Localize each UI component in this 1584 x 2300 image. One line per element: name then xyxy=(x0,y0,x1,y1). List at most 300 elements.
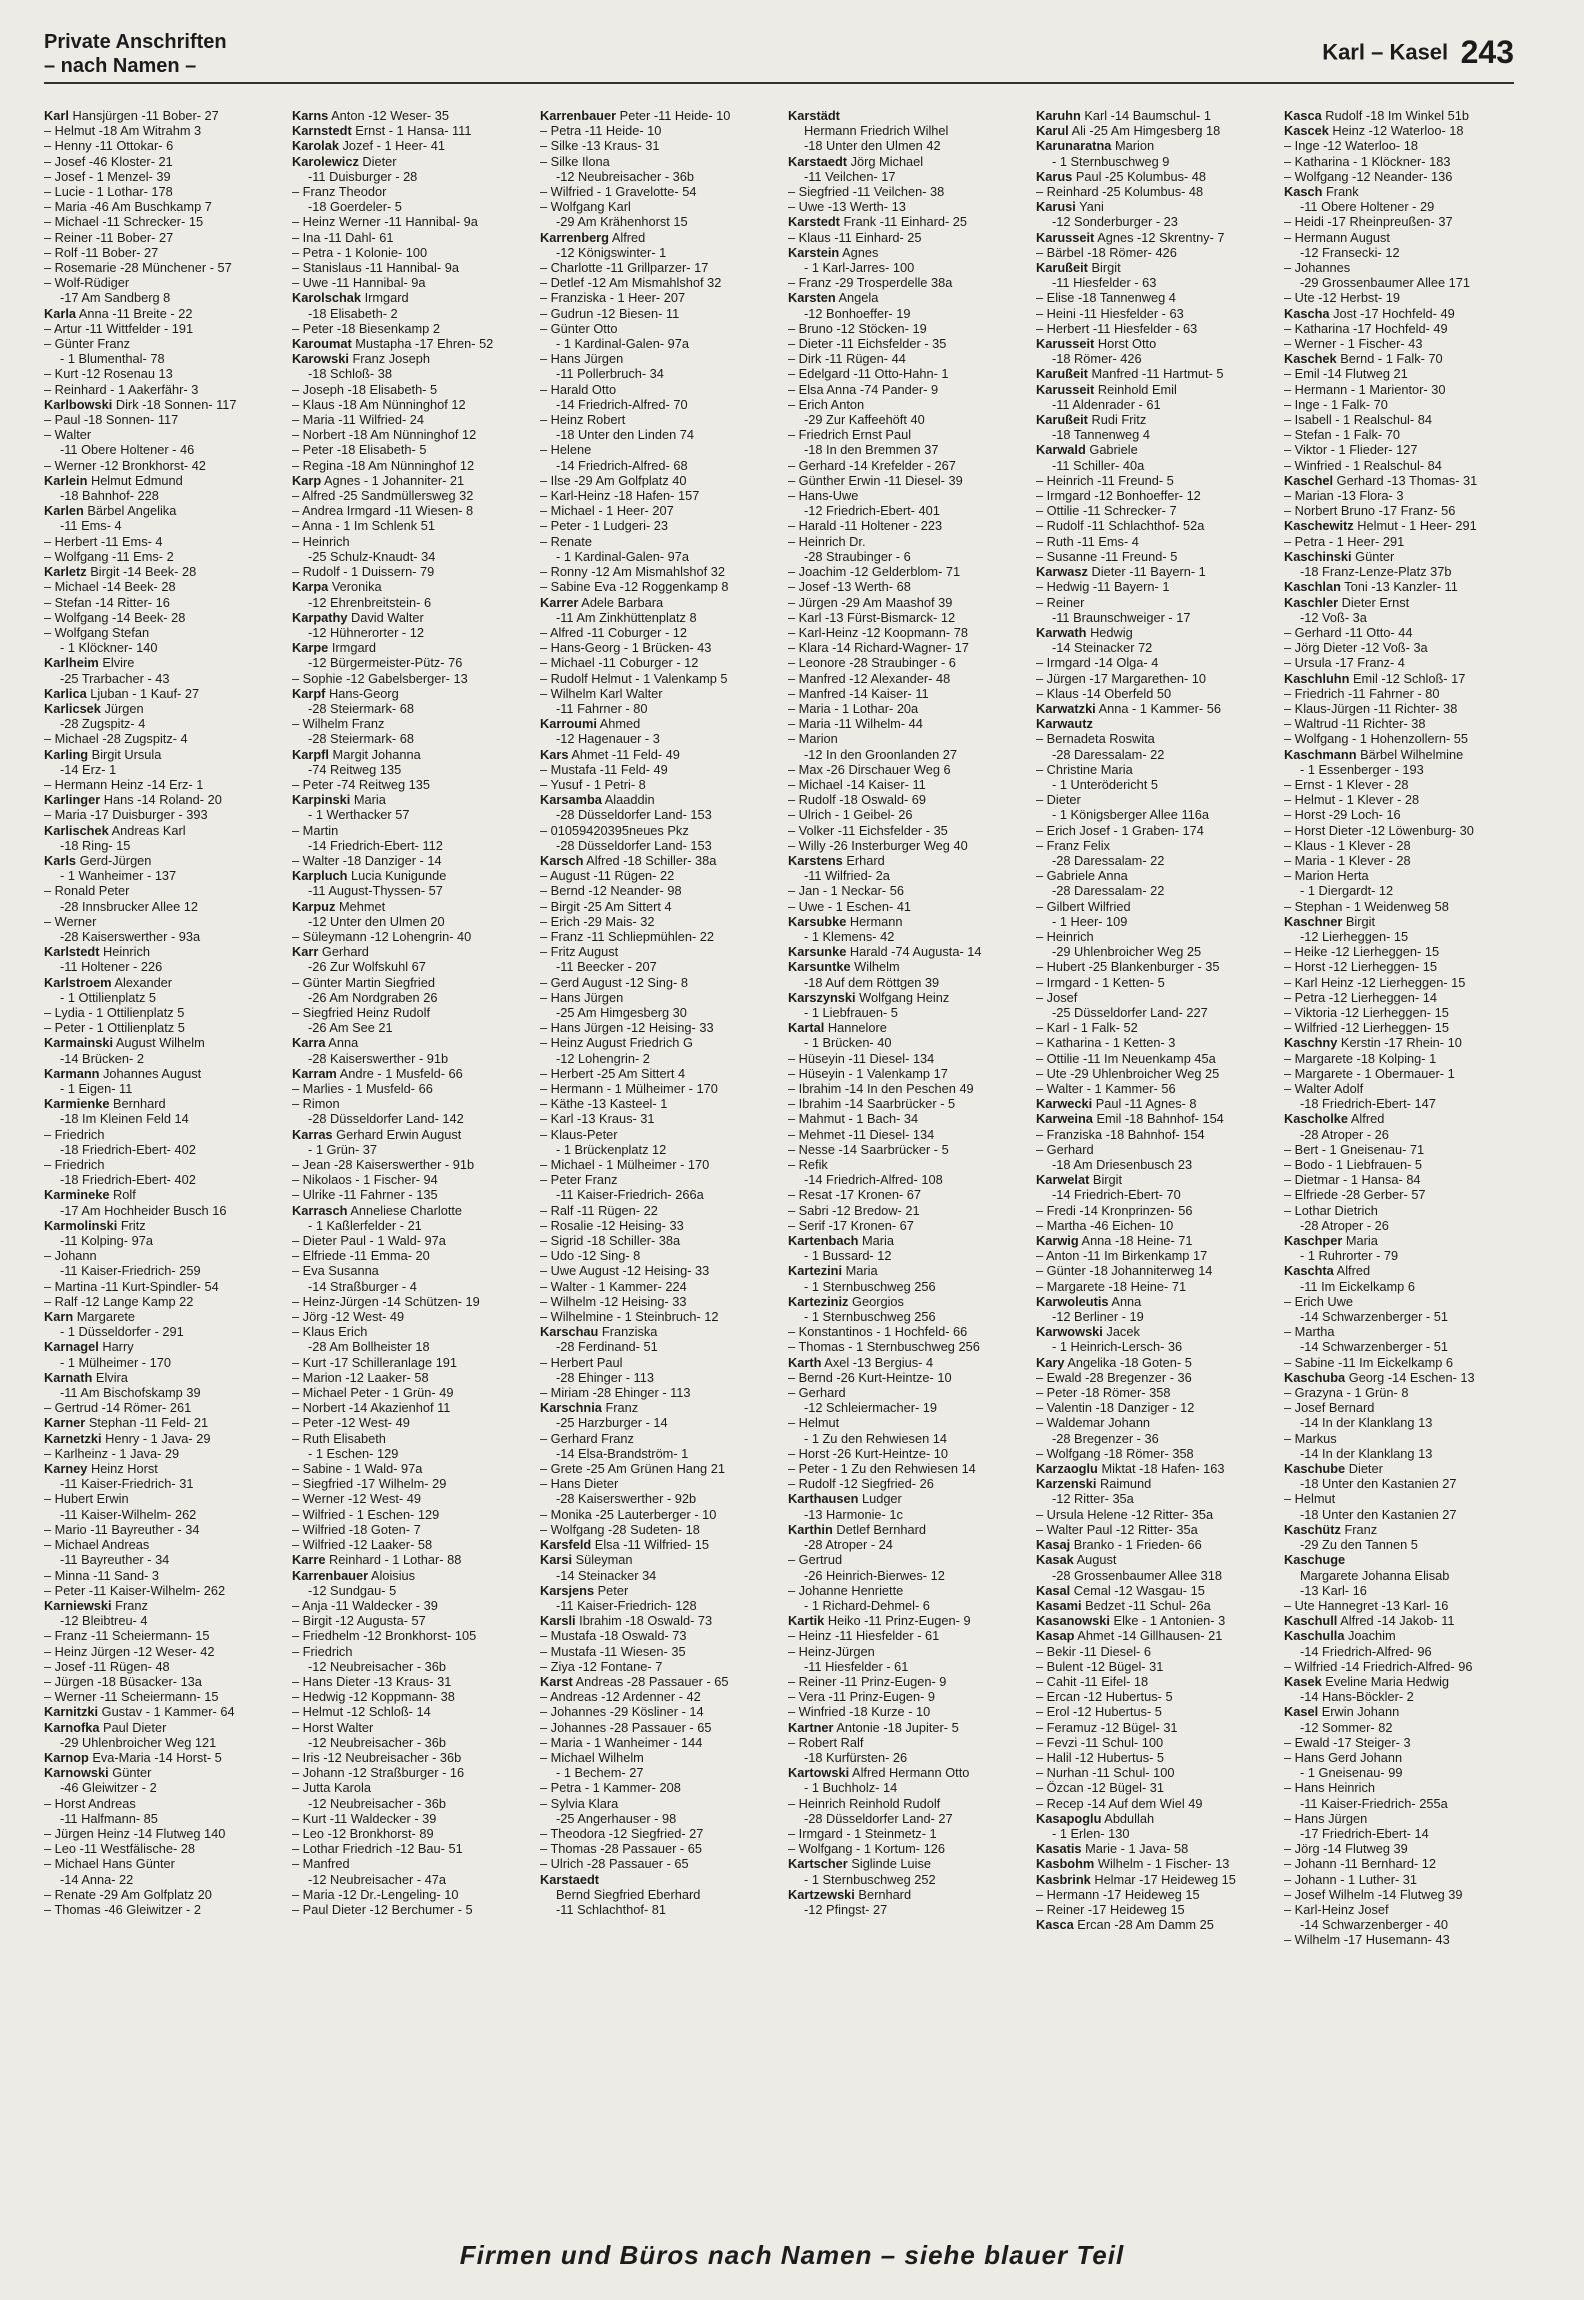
entry-text: – Jörg -12 West- 49 xyxy=(292,1309,405,1325)
directory-entry xyxy=(292,1887,522,1902)
entry-text: Hans-Georg xyxy=(328,685,399,701)
directory-entry xyxy=(540,990,770,1005)
directory-entry xyxy=(1284,731,1514,746)
directory-entry xyxy=(1036,1263,1266,1278)
directory-entry xyxy=(1284,336,1514,351)
directory-entry xyxy=(292,914,522,929)
directory-entry xyxy=(1284,154,1514,169)
entry-text: Stephan -11 Feld- 21 xyxy=(88,1415,209,1431)
directory-entry xyxy=(1036,1613,1266,1628)
entry-text: -26 Heinrich-Bierwes- 12 xyxy=(804,1567,945,1583)
directory-entry xyxy=(788,1841,1018,1856)
entry-text: Antonie -18 Jupiter- 5 xyxy=(836,1719,959,1735)
directory-entry xyxy=(292,1476,522,1491)
directory-entry xyxy=(1036,914,1266,929)
directory-entry xyxy=(292,762,522,777)
entry-text: - 1 Blumenthal- 78 xyxy=(60,351,165,367)
entry-text: – Ibrahim -14 In den Peschen 49 xyxy=(788,1081,974,1096)
entry-text: -11 Veilchen- 17 xyxy=(804,168,896,184)
surname: Karolschak xyxy=(292,290,361,306)
entry-text: -12 Ritter- 35a xyxy=(1052,1491,1134,1507)
directory-entry xyxy=(540,1841,770,1856)
entry-text: -11 Halfmann- 85 xyxy=(60,1810,158,1826)
directory-entry xyxy=(788,914,1018,929)
directory-entry xyxy=(44,1142,274,1157)
directory-entry xyxy=(540,1644,770,1659)
directory-entry xyxy=(44,1400,274,1415)
directory-entry xyxy=(788,1051,1018,1066)
directory-entry xyxy=(540,397,770,412)
entry-text: – Thomas - 1 Sternbuschweg 256 xyxy=(788,1339,980,1355)
entry-text: – Leo -12 Bronkhorst- 89 xyxy=(292,1825,434,1841)
directory-entry xyxy=(44,1431,274,1446)
directory-entry xyxy=(1284,1780,1514,1795)
directory-entry xyxy=(788,929,1018,944)
directory-entry xyxy=(292,1856,522,1871)
directory-entry xyxy=(540,169,770,184)
entry-text: – August -11 Rügen- 22 xyxy=(540,868,675,884)
entry-text: – Stefan -14 Ritter- 16 xyxy=(44,594,170,610)
entry-text: -11 Schiller- 40a xyxy=(1052,457,1145,473)
directory-entry xyxy=(1284,1431,1514,1446)
entry-text: – Johann -11 Bernhard- 12 xyxy=(1284,1856,1437,1872)
entry-text: Jozef - 1 Heer- 41 xyxy=(342,138,445,154)
directory-entry xyxy=(292,1704,522,1719)
entry-text: – Hans Dieter xyxy=(540,1476,619,1492)
directory-entry xyxy=(44,123,274,138)
entry-text: – Michael Hans Günter xyxy=(44,1856,175,1872)
surname: Karpa xyxy=(292,579,329,595)
directory-entry xyxy=(788,610,1018,625)
entry-text: Harry xyxy=(102,1339,134,1355)
entry-text: – Bert - 1 Gneisenau- 71 xyxy=(1284,1141,1425,1157)
directory-entry xyxy=(540,625,770,640)
directory-entry xyxy=(1284,230,1514,245)
surname: Karram xyxy=(292,1065,337,1081)
entry-text: – Hans Dieter -13 Kraus- 31 xyxy=(292,1673,452,1689)
entry-text: – Johann - 1 Luther- 31 xyxy=(1284,1871,1418,1887)
surname: Karp xyxy=(292,472,322,488)
directory-entry xyxy=(540,351,770,366)
directory-entry xyxy=(44,838,274,853)
entry-text: Günter xyxy=(1355,548,1395,564)
directory-entry xyxy=(540,1294,770,1309)
entry-text: – Margarete -18 Heine- 71 xyxy=(1036,1278,1187,1294)
entry-text: – Karl Heinz -12 Lierheggen- 15 xyxy=(1284,974,1466,990)
directory-entry xyxy=(540,1598,770,1613)
surname: Karnop xyxy=(44,1749,89,1765)
entry-text: - 1 Mülheimer - 170 xyxy=(60,1354,171,1370)
directory-entry xyxy=(44,959,274,974)
entry-text: – Maria -12 Dr.-Lengeling- 10 xyxy=(292,1886,459,1902)
directory-entry xyxy=(44,1887,274,1902)
entry-text: – Michael - 1 Mülheimer - 170 xyxy=(540,1157,710,1173)
directory-entry xyxy=(540,1324,770,1339)
entry-text: – Wilhelm -17 Husemann- 43 xyxy=(1284,1932,1450,1948)
directory-entry xyxy=(292,260,522,275)
surname: Karthausen xyxy=(788,1491,859,1507)
directory-entry xyxy=(44,686,274,701)
directory-entry xyxy=(1284,807,1514,822)
directory-entry xyxy=(788,351,1018,366)
directory-entry xyxy=(1284,1157,1514,1172)
surname: Karschau xyxy=(540,1324,599,1340)
entry-text: – Hubert -25 Blankenburger - 35 xyxy=(1036,959,1220,975)
entry-text: – Marian -13 Flora- 3 xyxy=(1284,488,1404,504)
entry-text: Horst Otto xyxy=(1097,336,1157,352)
entry-text: – Anton -11 Im Birkenkamp 17 xyxy=(1036,1248,1208,1264)
directory-entry xyxy=(788,1644,1018,1659)
entry-text: – Dieter -11 Eichsfelder - 35 xyxy=(788,336,947,352)
entry-text: – Rolf -11 Bober- 27 xyxy=(44,244,159,260)
directory-entry xyxy=(292,1081,522,1096)
directory-entry xyxy=(1284,1400,1514,1415)
entry-text: – Norbert Bruno -17 Franz- 56 xyxy=(1284,503,1456,519)
surname: Karlbowski xyxy=(44,396,113,412)
entry-text: Reinhold Emil xyxy=(1097,381,1177,397)
entry-text: – Birgit -25 Am Sittert 4 xyxy=(540,898,672,914)
directory-entry xyxy=(44,716,274,731)
entry-text: – Christine Maria xyxy=(1036,761,1133,777)
directory-entry xyxy=(292,549,522,564)
entry-text: – Valentin -18 Danziger - 12 xyxy=(1036,1400,1195,1416)
entry-text: -28 Düsseldorfer Land- 27 xyxy=(804,1810,953,1826)
entry-text: – Harald -11 Holtener - 223 xyxy=(788,518,943,534)
entry-text: – Edelgard -11 Otto-Hahn- 1 xyxy=(788,366,949,382)
directory-entry xyxy=(1284,1568,1514,1583)
entry-text: - 1 Buchholz- 14 xyxy=(804,1780,898,1796)
directory-entry xyxy=(1036,1826,1266,1841)
surname: Karsi xyxy=(540,1552,573,1568)
entry-text: – Winfried - 1 Realschul- 84 xyxy=(1284,457,1442,473)
directory-entry xyxy=(540,1370,770,1385)
entry-text: Axel -13 Bergius- 4 xyxy=(824,1354,934,1370)
directory-entry xyxy=(1036,442,1266,457)
directory-entry xyxy=(788,1476,1018,1491)
entry-text: – Walter xyxy=(44,427,92,443)
entry-text: -11 Kaiser-Friedrich- 255a xyxy=(1300,1795,1448,1811)
entry-text: – Ibrahim -14 Saarbrücker - 5 xyxy=(788,1096,956,1112)
entry-text: – Mahmut - 1 Bach- 34 xyxy=(788,1111,919,1127)
directory-entry xyxy=(540,959,770,974)
surname: Karpathy xyxy=(292,609,348,625)
entry-text: Paul Dieter xyxy=(103,1719,167,1735)
directory-entry xyxy=(1284,518,1514,533)
entry-text: Alfred -14 Jakob- 11 xyxy=(1340,1613,1455,1629)
entry-text: – Ronny -12 Am Mismahlshof 32 xyxy=(540,564,725,580)
directory-entry xyxy=(44,868,274,883)
entry-text: – Karl-Heinz Josef xyxy=(1284,1901,1389,1917)
surname: Kartowski xyxy=(788,1765,850,1781)
entry-text: – Dirk -11 Rügen- 44 xyxy=(788,351,906,367)
entry-text: Gerd-Jürgen xyxy=(79,852,152,868)
directory-entry xyxy=(44,321,274,336)
entry-text: – Josef - 1 Menzel- 39 xyxy=(44,168,171,184)
directory-entry xyxy=(292,1020,522,1035)
entry-text: David Walter xyxy=(351,609,424,625)
entry-text: – Wolfgang -28 Sudeten- 18 xyxy=(540,1521,700,1537)
entry-text: -12 Neubreisacher - 36b xyxy=(308,1734,446,1750)
directory-entry xyxy=(788,534,1018,549)
entry-text: – Hans Jürgen -12 Heising- 33 xyxy=(540,1020,714,1036)
directory-entry xyxy=(44,929,274,944)
entry-text: – Elise -18 Tannenweg 4 xyxy=(1036,290,1176,306)
entry-text: Lucia Kunigunde xyxy=(351,868,447,884)
entry-text: – Walter - 1 Kammer- 224 xyxy=(540,1278,687,1294)
directory-entry xyxy=(788,1324,1018,1339)
directory-entry xyxy=(788,792,1018,807)
directory-entry xyxy=(44,1628,274,1643)
surname: Karstens xyxy=(788,852,843,868)
directory-entry xyxy=(1284,245,1514,260)
directory-entry xyxy=(1284,1856,1514,1871)
entry-text: -11 Schlachthof- 81 xyxy=(556,1901,667,1917)
entry-text: – Theodora -12 Siegfried- 27 xyxy=(540,1825,704,1841)
entry-text: – Wilfried -18 Goten- 7 xyxy=(292,1521,421,1537)
entry-text: – Werner -12 West- 49 xyxy=(292,1491,421,1507)
entry-text: – Fritz August xyxy=(540,944,619,960)
entry-text: – Bernd -26 Kurt-Heintze- 10 xyxy=(788,1369,952,1385)
entry-text: – Isabell - 1 Realschul- 84 xyxy=(1284,412,1432,428)
directory-entry xyxy=(1036,518,1266,533)
directory-entry xyxy=(540,275,770,290)
surname: Karwelat xyxy=(1036,1172,1090,1188)
entry-text: Hannelore xyxy=(827,1020,887,1036)
entry-text: Heiko -11 Prinz-Eugen- 9 xyxy=(827,1613,971,1629)
directory-entry xyxy=(292,959,522,974)
entry-text: – Ruth -11 Ems- 4 xyxy=(1036,533,1139,549)
directory-entry xyxy=(788,230,1018,245)
entry-text: Ljuban - 1 Kauf- 27 xyxy=(90,685,200,701)
entry-text: Agnes -12 Skrentny- 7 xyxy=(1097,229,1225,245)
entry-text: - 1 Königsberger Allee 116a xyxy=(1052,807,1209,823)
entry-text: – Franz Felix xyxy=(1036,837,1110,853)
entry-text: Bärbel Wilhelmine xyxy=(1360,746,1464,762)
entry-text: – Wolfgang -11 Ems- 2 xyxy=(44,548,174,564)
entry-text: Franz xyxy=(605,1400,639,1416)
entry-text: Georgios xyxy=(852,1293,904,1309)
entry-text: Siglinde Luise xyxy=(851,1856,931,1872)
directory-entry xyxy=(44,701,274,716)
entry-text: -18 Römer- 426 xyxy=(1052,351,1142,367)
entry-text: – Lydia - 1 Ottilienplatz 5 xyxy=(44,1004,185,1020)
entry-text: -28 Düsseldorfer Land- 153 xyxy=(556,837,712,853)
entry-text: – Klara -14 Richard-Wagner- 17 xyxy=(788,640,969,656)
directory-entry xyxy=(540,1811,770,1826)
directory-entry xyxy=(540,1279,770,1294)
directory-entry xyxy=(1036,366,1266,381)
directory-entry xyxy=(1036,1552,1266,1567)
surname: Kasaj xyxy=(1036,1537,1071,1553)
directory-entry xyxy=(1036,1370,1266,1385)
entry-text: – Heinz Robert xyxy=(540,412,626,428)
surname: Karusseit xyxy=(1036,336,1095,352)
directory-entry xyxy=(788,138,1018,153)
entry-text: Johannes August xyxy=(103,1065,202,1081)
directory-entry xyxy=(44,747,274,762)
directory-entry xyxy=(788,579,1018,594)
directory-entry xyxy=(1284,290,1514,305)
directory-entry xyxy=(1036,731,1266,746)
directory-entry xyxy=(1036,1339,1266,1354)
directory-entry xyxy=(44,1644,274,1659)
directory-entry xyxy=(44,777,274,792)
directory-entry xyxy=(292,1826,522,1841)
directory-entry xyxy=(44,427,274,442)
entry-text: – Halil -12 Hubertus- 5 xyxy=(1036,1749,1165,1765)
entry-text: -28 Innsbrucker Allee 12 xyxy=(60,898,199,914)
entry-text: -14 Friedrich-Alfred- 96 xyxy=(1300,1643,1432,1659)
directory-entry xyxy=(788,807,1018,822)
entry-text: - 1 Klöckner- 140 xyxy=(60,640,158,656)
entry-text: – Bärbel -18 Römer- 426 xyxy=(1036,244,1177,260)
entry-text: – Elsa Anna -74 Pander- 9 xyxy=(788,381,939,397)
entry-text: – Marion -12 Laaker- 58 xyxy=(292,1369,429,1385)
entry-text: – Vera -11 Prinz-Eugen- 9 xyxy=(788,1689,936,1705)
directory-entry xyxy=(292,899,522,914)
entry-text: Heinz -12 Waterloo- 18 xyxy=(1332,123,1464,139)
directory-entry xyxy=(788,747,1018,762)
directory-entry xyxy=(1036,883,1266,898)
surname: Karlica xyxy=(44,685,87,701)
directory-entry xyxy=(540,108,770,123)
entry-text: Alfred Hermann Otto xyxy=(852,1765,970,1781)
directory-entry xyxy=(788,1309,1018,1324)
entry-text: -29 Grossenbaumer Allee 171 xyxy=(1300,275,1471,291)
entry-text: August xyxy=(1076,1552,1117,1568)
entry-text: – Jörg Dieter -12 Voß- 3a xyxy=(1284,640,1428,656)
entry-text: – Rosalie -12 Heising- 33 xyxy=(540,1217,684,1233)
entry-text: Hansjürgen -11 Bober- 27 xyxy=(72,108,219,123)
entry-text: – Heini -11 Hiesfelder - 63 xyxy=(1036,305,1184,321)
entry-text: -11 Obere Holtener - 46 xyxy=(60,442,195,458)
directory-entry xyxy=(44,1796,274,1811)
directory-entry xyxy=(292,397,522,412)
directory-entry xyxy=(292,1552,522,1567)
entry-text: – Lucie - 1 Lothar- 178 xyxy=(44,184,173,200)
directory-entry xyxy=(44,1339,274,1354)
directory-entry xyxy=(1036,1872,1266,1887)
directory-entry xyxy=(1036,336,1266,351)
directory-entry xyxy=(292,1233,522,1248)
entry-text: Paul -25 Kolumbus- 48 xyxy=(1075,168,1207,184)
directory-entry xyxy=(788,671,1018,686)
surname: Karzaoglu xyxy=(1036,1461,1098,1477)
entry-text: -14 Brücken- 2 xyxy=(60,1050,144,1066)
directory-entry xyxy=(1036,1446,1266,1461)
entry-text: – Ulrike -11 Fahrner - 135 xyxy=(292,1187,438,1203)
directory-entry xyxy=(540,595,770,610)
entry-text: -29 Zur Kaffeehöft 40 xyxy=(804,412,925,428)
surname: Karmolinski xyxy=(44,1217,118,1233)
directory-entry xyxy=(292,336,522,351)
directory-entry xyxy=(788,1887,1018,1902)
entry-text: – Hedwig -12 Koppmann- 38 xyxy=(292,1689,455,1705)
entry-text: -11 Beecker - 207 xyxy=(556,959,657,975)
entry-text: – Stephan - 1 Weidenweg 58 xyxy=(1284,898,1449,914)
directory-entry xyxy=(44,883,274,898)
entry-text: – Michael -28 Zugspitz- 4 xyxy=(44,731,188,747)
directory-entry xyxy=(1036,290,1266,305)
entry-text: – Katharina -17 Hochfeld- 49 xyxy=(1284,320,1448,336)
entry-text: – Gerd August -12 Sing- 8 xyxy=(540,974,688,990)
directory-entry xyxy=(292,1765,522,1780)
directory-entry xyxy=(44,1066,274,1081)
directory-entry xyxy=(788,260,1018,275)
directory-entry xyxy=(292,1461,522,1476)
entry-text: – Maria - 1 Lothar- 20a xyxy=(788,700,919,716)
directory-entry xyxy=(540,1339,770,1354)
entry-text: – Hermann Heinz -14 Erz- 1 xyxy=(44,776,204,792)
directory-entry xyxy=(292,1796,522,1811)
directory-entry xyxy=(292,1066,522,1081)
directory-entry xyxy=(1036,458,1266,473)
entry-text: – Maria - 1 Wanheimer - 144 xyxy=(540,1734,703,1750)
directory-entry xyxy=(788,1674,1018,1689)
directory-entry xyxy=(292,823,522,838)
entry-text: -11 Duisburger - 28 xyxy=(308,168,418,184)
directory-entry xyxy=(44,1309,274,1324)
directory-entry xyxy=(540,731,770,746)
directory-entry xyxy=(1284,1339,1514,1354)
directory-entry xyxy=(788,1111,1018,1126)
directory-entry xyxy=(540,1142,770,1157)
directory-entry xyxy=(788,1628,1018,1643)
directory-entry xyxy=(788,701,1018,716)
entry-text: – Hüseyin -11 Diesel- 134 xyxy=(788,1050,935,1066)
entry-text: -11 Am Bischofskamp 39 xyxy=(60,1385,201,1401)
directory-entry xyxy=(44,1780,274,1795)
entry-text: – Friedrich xyxy=(44,1157,105,1173)
directory-entry xyxy=(1036,1659,1266,1674)
directory-entry xyxy=(1284,1279,1514,1294)
entry-text: Hans -14 Roland- 20 xyxy=(103,792,222,808)
entry-text: -11 Hiesfelder - 61 xyxy=(804,1658,909,1674)
entry-text: Birgit xyxy=(1091,260,1121,276)
directory-entry xyxy=(1284,1507,1514,1522)
entry-text: – Feramuz -12 Bügel- 31 xyxy=(1036,1719,1178,1735)
entry-text: – Erich -29 Mais- 32 xyxy=(540,913,655,929)
directory-entry xyxy=(1036,1127,1266,1142)
entry-text: – Friedrich xyxy=(44,1126,105,1142)
entry-text: – Sabine -11 Im Eickelkamp 6 xyxy=(1284,1354,1454,1370)
entry-text: – Sabine - 1 Wald- 97a xyxy=(292,1461,423,1477)
entry-text: – Inge -12 Waterloo- 18 xyxy=(1284,138,1418,154)
surname: Karletz xyxy=(44,564,87,580)
entry-text: Margarete xyxy=(76,1309,136,1325)
directory-entry xyxy=(292,199,522,214)
entry-text: – Martha -46 Eichen- 10 xyxy=(1036,1217,1174,1233)
directory-entry xyxy=(292,321,522,336)
entry-text: – Erich Uwe xyxy=(1284,1293,1353,1309)
entry-text: - 1 Bechem- 27 xyxy=(556,1765,644,1781)
directory-entry xyxy=(788,853,1018,868)
entry-text: -25 Am Himgesberg 30 xyxy=(556,1004,687,1020)
entry-text: – Hans Jürgen xyxy=(1284,1810,1368,1826)
directory-entry xyxy=(1284,944,1514,959)
surname: Kasapoglu xyxy=(1036,1810,1102,1826)
entry-text: – Ottilie -11 Schrecker- 7 xyxy=(1036,503,1177,519)
directory-entry xyxy=(788,488,1018,503)
directory-entry xyxy=(1036,488,1266,503)
entry-text: – Horst Dieter -12 Löwenburg- 30 xyxy=(1284,822,1474,838)
entry-text: Gerhard -13 Thomas- 31 xyxy=(1336,472,1478,488)
surname: Kasbrink xyxy=(1036,1871,1091,1887)
directory-entry xyxy=(540,503,770,518)
directory-entry xyxy=(1036,1187,1266,1202)
directory-entry xyxy=(292,169,522,184)
surname: Kars xyxy=(540,746,569,762)
